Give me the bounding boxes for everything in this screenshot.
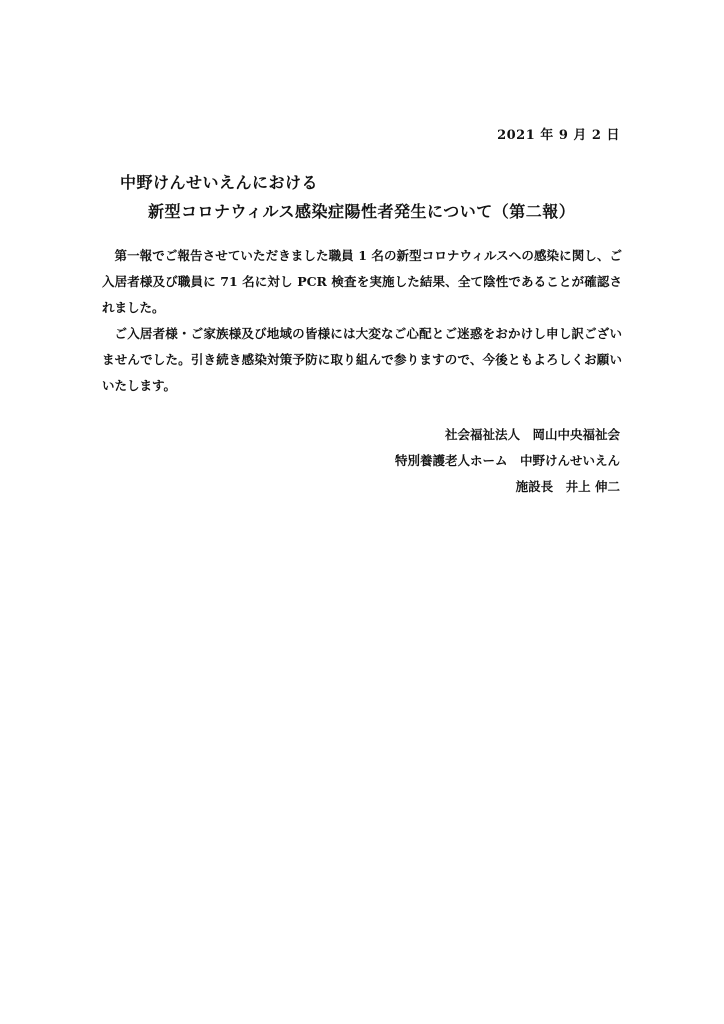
- paragraph-1: 第一報でご報告させていただきました職員 1 名の新型コロナウィルスへの感染に関し、ご入居者様及び職員に 71 名に対し PCR 検査を実施した結果、全て陰性であることが確認されました。: [102, 248, 622, 315]
- title-line-1: 中野けんせいえんにおける: [120, 173, 319, 192]
- paragraph-2: ご入居者様・ご家族様及び地域の皆様には大変なご心配とご迷惑をおかけし申し訳ございませんでした。引き続き感染対策予防に取り組んで参りますので、今後ともよろしくお願いいたします。: [102, 326, 622, 393]
- signature-director: 施設長 井上 伸二: [515, 479, 620, 494]
- signature-facility: 特別養護老人ホーム 中野けんせいえん: [394, 453, 620, 468]
- signature-organization: 社会福祉法人 岡山中央福祉会: [444, 427, 620, 442]
- document-date: 2021 年 9 月 2 日: [497, 128, 620, 143]
- title-line-2: 新型コロナウィルス感染症陽性者発生について（第二報）: [148, 202, 576, 221]
- body-text: [102, 243, 622, 399]
